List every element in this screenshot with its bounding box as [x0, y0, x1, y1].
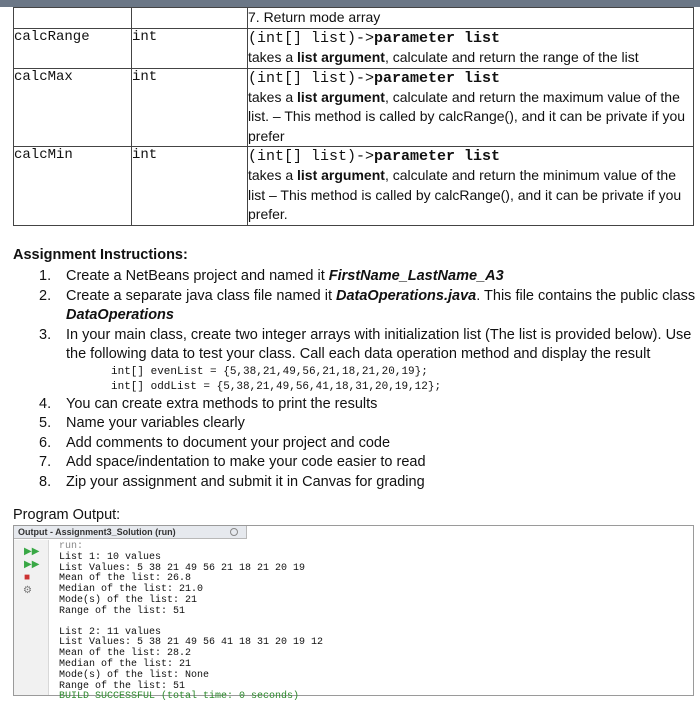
console-line: Range of the list: 51 — [59, 680, 186, 692]
step-text: You can create extra methods to print the results — [66, 395, 378, 412]
method-name: calcRange — [14, 29, 132, 69]
method-name: calcMin — [14, 147, 132, 226]
method-name: calcMax — [14, 68, 132, 147]
desc-part: , calculate and return the maximum value of the list. – This method is called by calcRange(), and it can be private if you prefer — [248, 88, 686, 144]
step-text: Add space/indentation to make your code easier to read — [66, 454, 426, 470]
method-description — [248, 29, 694, 69]
console-line: Mode(s) of the list: 21 — [59, 594, 198, 606]
console-line: Range of the list: 51 — [59, 605, 186, 617]
signature-keyword: parameter list — [374, 30, 501, 47]
step-emph: DataOperations.java — [336, 287, 477, 304]
instructions-title: Assignment Instructions: — [13, 247, 188, 263]
method-description-text — [248, 48, 693, 68]
step-emph: FirstName_LastName_A3 — [328, 268, 504, 284]
desc-emph: list argument — [297, 49, 385, 65]
table-cell-empty — [14, 8, 132, 29]
desc-part: takes a — [248, 49, 298, 65]
rerun-icon[interactable]: ▶▶ — [24, 546, 40, 557]
step-number: 1. — [39, 268, 52, 284]
desc-part: , calculate and return the minimum value of the list – This method is called by calcRange(), and it can be private if you prefer. — [248, 167, 682, 222]
method-return-type: int — [132, 68, 248, 147]
step-number: 5. — [39, 415, 52, 431]
list-item — [13, 326, 698, 395]
step-text: Create a separate java class file named it — [66, 287, 336, 304]
console-line: BUILD SUCCESSFUL (total time: 0 seconds) — [59, 691, 300, 703]
desc-part: takes a — [248, 88, 298, 105]
console-line: List Values: 5 38 21 49 56 21 18 21 20 19 — [59, 562, 306, 574]
table-cell-return-mode — [248, 8, 694, 29]
step-emph: DataOperations — [66, 307, 174, 323]
step-text: Add comments to document your project and code — [66, 434, 391, 451]
step-text: In your main class, create two integer arrays with initialization list (The list is provided below). Use the following data to test your class. Call each data operation method and display the result — [66, 326, 692, 362]
return-mode-text: 7. Return mode array — [248, 9, 381, 25]
step-text: Create a NetBeans project and named it — [66, 268, 329, 284]
method-signature — [248, 69, 693, 88]
list-item — [13, 414, 698, 434]
table-row — [14, 68, 694, 147]
method-return-type: int — [132, 29, 248, 69]
console-line: List 2: 11 values — [59, 626, 162, 638]
table-row — [14, 8, 694, 29]
signature-keyword: parameter list — [374, 148, 501, 165]
console-toolbar — [14, 540, 49, 695]
method-description — [248, 147, 694, 226]
table-row — [14, 147, 694, 226]
step-text: Name your variables clearly — [66, 415, 245, 431]
console-line: List Values: 5 38 21 49 56 41 18 31 20 19 12 — [59, 637, 324, 649]
list-item — [13, 473, 698, 493]
desc-part: , calculate and return the range of the list — [384, 49, 639, 65]
step-text: . This file contains the public class — [476, 287, 696, 304]
step-number: 2. — [39, 287, 52, 304]
console-line: Mode(s) of the list: None — [59, 669, 210, 681]
method-description-text — [248, 166, 693, 225]
step-number: 4. — [39, 395, 52, 412]
step-number: 7. — [39, 454, 52, 470]
output-tab[interactable] — [14, 526, 247, 539]
instruction-list — [13, 267, 698, 492]
step-text: Zip your assignment and submit it in Canvas for grading — [66, 473, 425, 490]
console-line: Median of the list: 21 — [59, 658, 192, 670]
program-output-section — [13, 506, 694, 703]
console-line: Mean of the list: 28.2 — [59, 648, 192, 660]
list-item — [13, 434, 698, 454]
list-item — [13, 267, 698, 287]
stop-icon[interactable]: ■ — [24, 572, 31, 583]
desc-part: takes a — [248, 167, 298, 183]
gear-icon[interactable]: ⚙ — [23, 585, 32, 596]
console-line: run: — [59, 541, 84, 552]
table-row — [14, 29, 694, 69]
top-border-bar — [0, 0, 700, 7]
assignment-instructions — [13, 245, 698, 492]
odd-list-code: int[] oddList = {5,38,21,49,56,41,18,31,20,19,12}; — [111, 380, 442, 393]
signature-keyword: parameter list — [374, 69, 501, 87]
desc-emph: list argument — [297, 167, 385, 183]
step-number: 6. — [39, 434, 52, 451]
rerun-with-options-icon[interactable]: ▶▶ — [24, 559, 40, 570]
console-output-text — [59, 542, 323, 703]
signature-prefix: (int[] list)-> — [248, 30, 375, 47]
list-item — [13, 395, 698, 415]
signature-prefix: (int[] list)-> — [248, 148, 375, 165]
method-signature — [248, 147, 693, 166]
close-icon[interactable] — [230, 528, 238, 536]
output-console — [13, 525, 694, 703]
method-return-type: int — [132, 147, 248, 226]
console-line: Median of the list: 21.0 — [59, 584, 204, 596]
table-cell-empty — [132, 8, 248, 29]
output-tab-label: Output - Assignment3_Solution (run) — [18, 527, 176, 537]
list-item — [13, 453, 698, 473]
program-output-title: Program Output: — [13, 507, 121, 523]
method-description — [248, 68, 694, 147]
step-number: 8. — [39, 473, 52, 490]
desc-emph: list argument — [297, 88, 385, 105]
method-signature — [248, 29, 693, 48]
even-list-code: int[] evenList = {5,38,21,49,56,21,18,21,20,19}; — [111, 365, 428, 378]
list-item — [13, 287, 698, 326]
console-line: List 1: 10 values — [59, 551, 162, 563]
methods-table — [13, 7, 694, 226]
method-description-text — [248, 88, 693, 147]
step-number: 3. — [39, 326, 52, 343]
signature-prefix: (int[] list)-> — [248, 69, 375, 87]
console-line: Mean of the list: 26.8 — [59, 573, 192, 585]
